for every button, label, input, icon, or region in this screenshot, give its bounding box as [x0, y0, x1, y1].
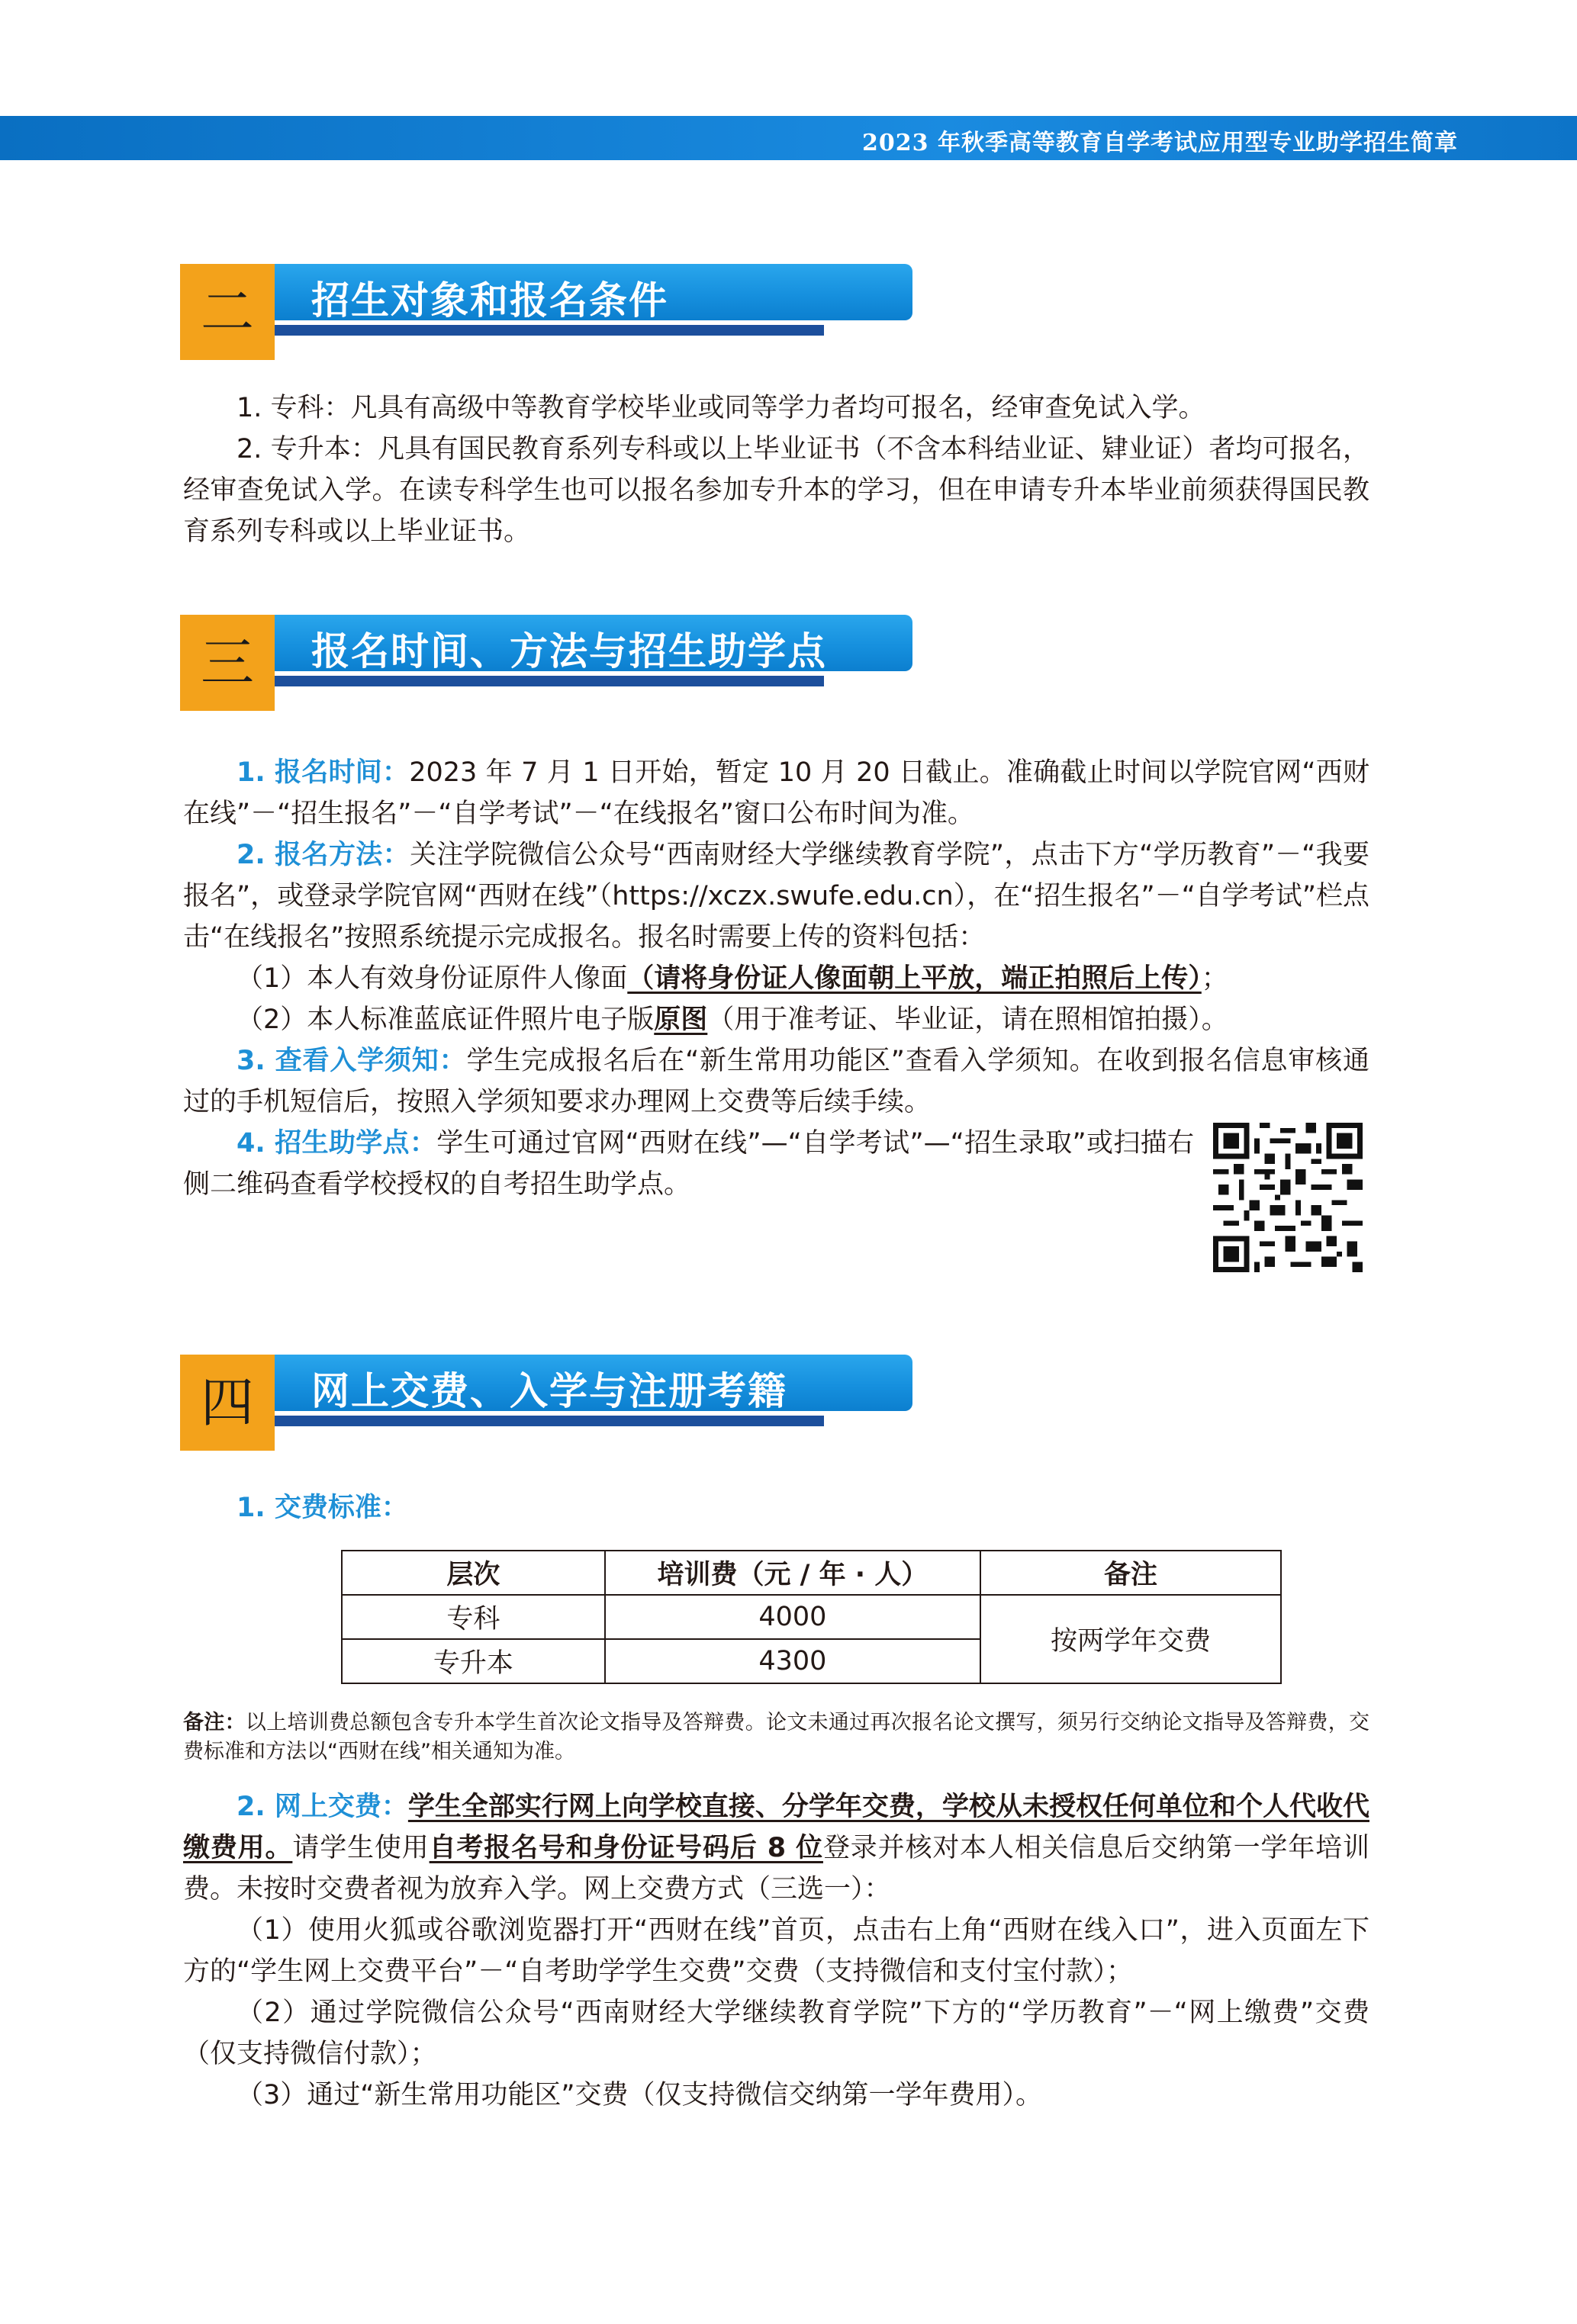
note-label: 备注：: [183, 1711, 246, 1734]
emphasis-text: 原图: [654, 1004, 708, 1035]
fee-note: [183, 1708, 1369, 1766]
paragraph: 2. 专升本：凡具有国民教育系列专科或以上毕业证书（不含本科结业证、肄业证）者均可报名，经审查免试入学。在读专科学生也可以报名参加专升本的学习，但在申请专升本毕业前须获得国民教育系列专科或以上毕业证书。: [183, 434, 1369, 547]
section-number: 二: [180, 264, 275, 360]
fee-standard-label-row: [183, 1487, 1369, 1528]
emphasis-text: 自考报名号和身份证号码后 8 位: [429, 1833, 823, 1863]
item-text: 登录并核对本人相关信息后交纳第一学年培训费。未按时交费者视为放弃入学。网上交费方式（三选一）：: [183, 1833, 1369, 1905]
item-text: 请学生使用: [292, 1833, 430, 1863]
header-title: 2023 年秋季高等教育自学考试应用型专业助学招生简章: [862, 130, 1458, 156]
section-header-3: [180, 615, 912, 711]
emphasis-text: 学生全部实行网上向学校直接、分学年交费，学校从未授权任何单位和个人代收代缴费用。: [183, 1792, 1369, 1863]
paragraph: [183, 834, 1369, 958]
paragraph: [183, 1123, 1369, 1205]
section-title: 报名时间、方法与招生助学点: [311, 629, 827, 673]
table-cell: 4300: [605, 1639, 980, 1683]
fee-table: [341, 1550, 1282, 1684]
item-label: 4. 招生助学点：: [237, 1128, 437, 1159]
paragraph: [183, 958, 1369, 999]
emphasis-text: （请将身份证人像面朝上平放，端正拍照后上传）: [627, 963, 1202, 994]
table-cell: 专升本: [342, 1639, 605, 1683]
paragraph: （3）通过“新生常用功能区”交费（仅支持微信交纳第一学年费用）。: [237, 2080, 1043, 2110]
paragraph: （1）使用火狐或谷歌浏览器打开“西财在线”首页，点击右上角“西财在线入口”，进入页面左下方的“学生网上交费平台”－“自考助学学生交费”交费（支持微信和支付宝付款）；: [183, 1915, 1369, 1987]
paragraph: 1. 专科：凡具有高级中等教育学校毕业或同等学力者均可报名，经审查免试入学。: [237, 393, 1205, 423]
paragraph: [183, 1786, 1369, 1910]
header-bar: [0, 116, 1577, 160]
item-label: 2. 网上交费：: [237, 1792, 408, 1822]
paragraph: [183, 752, 1369, 834]
paragraph: [183, 1040, 1369, 1123]
item-text: 2023 年 7 月 1 日开始，暂定 10 月 20 日截止。准确截止时间以学院官网“西财在线”－“招生报名”－“自学考试”－“在线报名”窗口公布时间为准。: [183, 757, 1369, 829]
section-header-2: [180, 264, 912, 360]
section-underline: [275, 676, 824, 686]
section-3-body: [183, 752, 1369, 1205]
table-cell-remark: 按两学年交费: [980, 1595, 1281, 1683]
table-cell: 专科: [342, 1595, 605, 1639]
section-header-4: [180, 1355, 912, 1451]
table-header-row: [342, 1551, 1281, 1595]
section-2-body: [183, 387, 1369, 552]
paragraph: （2）通过学院微信公众号“西南财经大学继续教育学院”下方的“学历教育”－“网上缴费”交费（仅支持微信付款）；: [183, 1998, 1369, 2069]
table-row: [342, 1595, 1281, 1639]
item-text: 学生完成报名后在“新生常用功能区”查看入学须知。在收到报名信息审核通过的手机短信后，按照入学须知要求办理网上交费等后续手续。: [183, 1046, 1369, 1117]
item-label: 1. 交费标准：: [237, 1493, 408, 1523]
section-title-bar: [275, 1355, 912, 1411]
item-text: （2）本人标准蓝底证件照片电子版: [237, 1004, 655, 1035]
item-text: 学生可通过官网“西财在线”—“自学考试”—“招生录取”或扫描右侧二维码查看学校授权的自考招生助学点。: [183, 1128, 1194, 1200]
item-text: （用于准考证、毕业证，请在照相馆拍摄）。: [707, 1004, 1228, 1035]
table-header: 层次: [342, 1551, 605, 1595]
item-text: 关注学院微信公众号“西南财经大学继续教育学院”，点击下方“学历教育”－“我要报名”，或登录学院官网“西财在线”（https://xczx.swufe.edu.cn），在“招生报名”－“自学考试”栏点击“在线报名”按照系统提示完成报名。报名时需要上传的资料包括：: [183, 840, 1369, 953]
item-label: 3. 查看入学须知：: [237, 1046, 467, 1076]
item-label: 1. 报名时间：: [237, 757, 410, 788]
paragraph: [183, 999, 1369, 1040]
table-header: 培训费（元 / 年 · 人）: [605, 1551, 980, 1595]
section-number: 三: [180, 615, 275, 711]
qr-code-icon: [1213, 1123, 1363, 1272]
section-number: 四: [180, 1355, 275, 1451]
section-underline: [275, 1416, 824, 1426]
section-title: 招生对象和报名条件: [311, 278, 668, 323]
table-cell: 4000: [605, 1595, 980, 1639]
section-title: 网上交费、入学与注册考籍: [311, 1369, 787, 1413]
item-label: 2. 报名方法：: [237, 840, 410, 870]
section-4-body: [183, 1786, 1369, 2116]
section-underline: [275, 325, 824, 336]
section-title-bar: [275, 264, 912, 323]
note-text: 以上培训费总额包含专升本学生首次论文指导及答辩费。论文未通过再次报名论文撰写，须另行交纳论文指导及答辩费，交费标准和方法以“西财在线”相关通知为准。: [183, 1711, 1369, 1763]
table-header: 备注: [980, 1551, 1281, 1595]
item-text: ；: [1201, 963, 1228, 994]
item-text: （1）本人有效身份证原件人像面: [237, 963, 628, 994]
section-title-bar: [275, 615, 912, 671]
